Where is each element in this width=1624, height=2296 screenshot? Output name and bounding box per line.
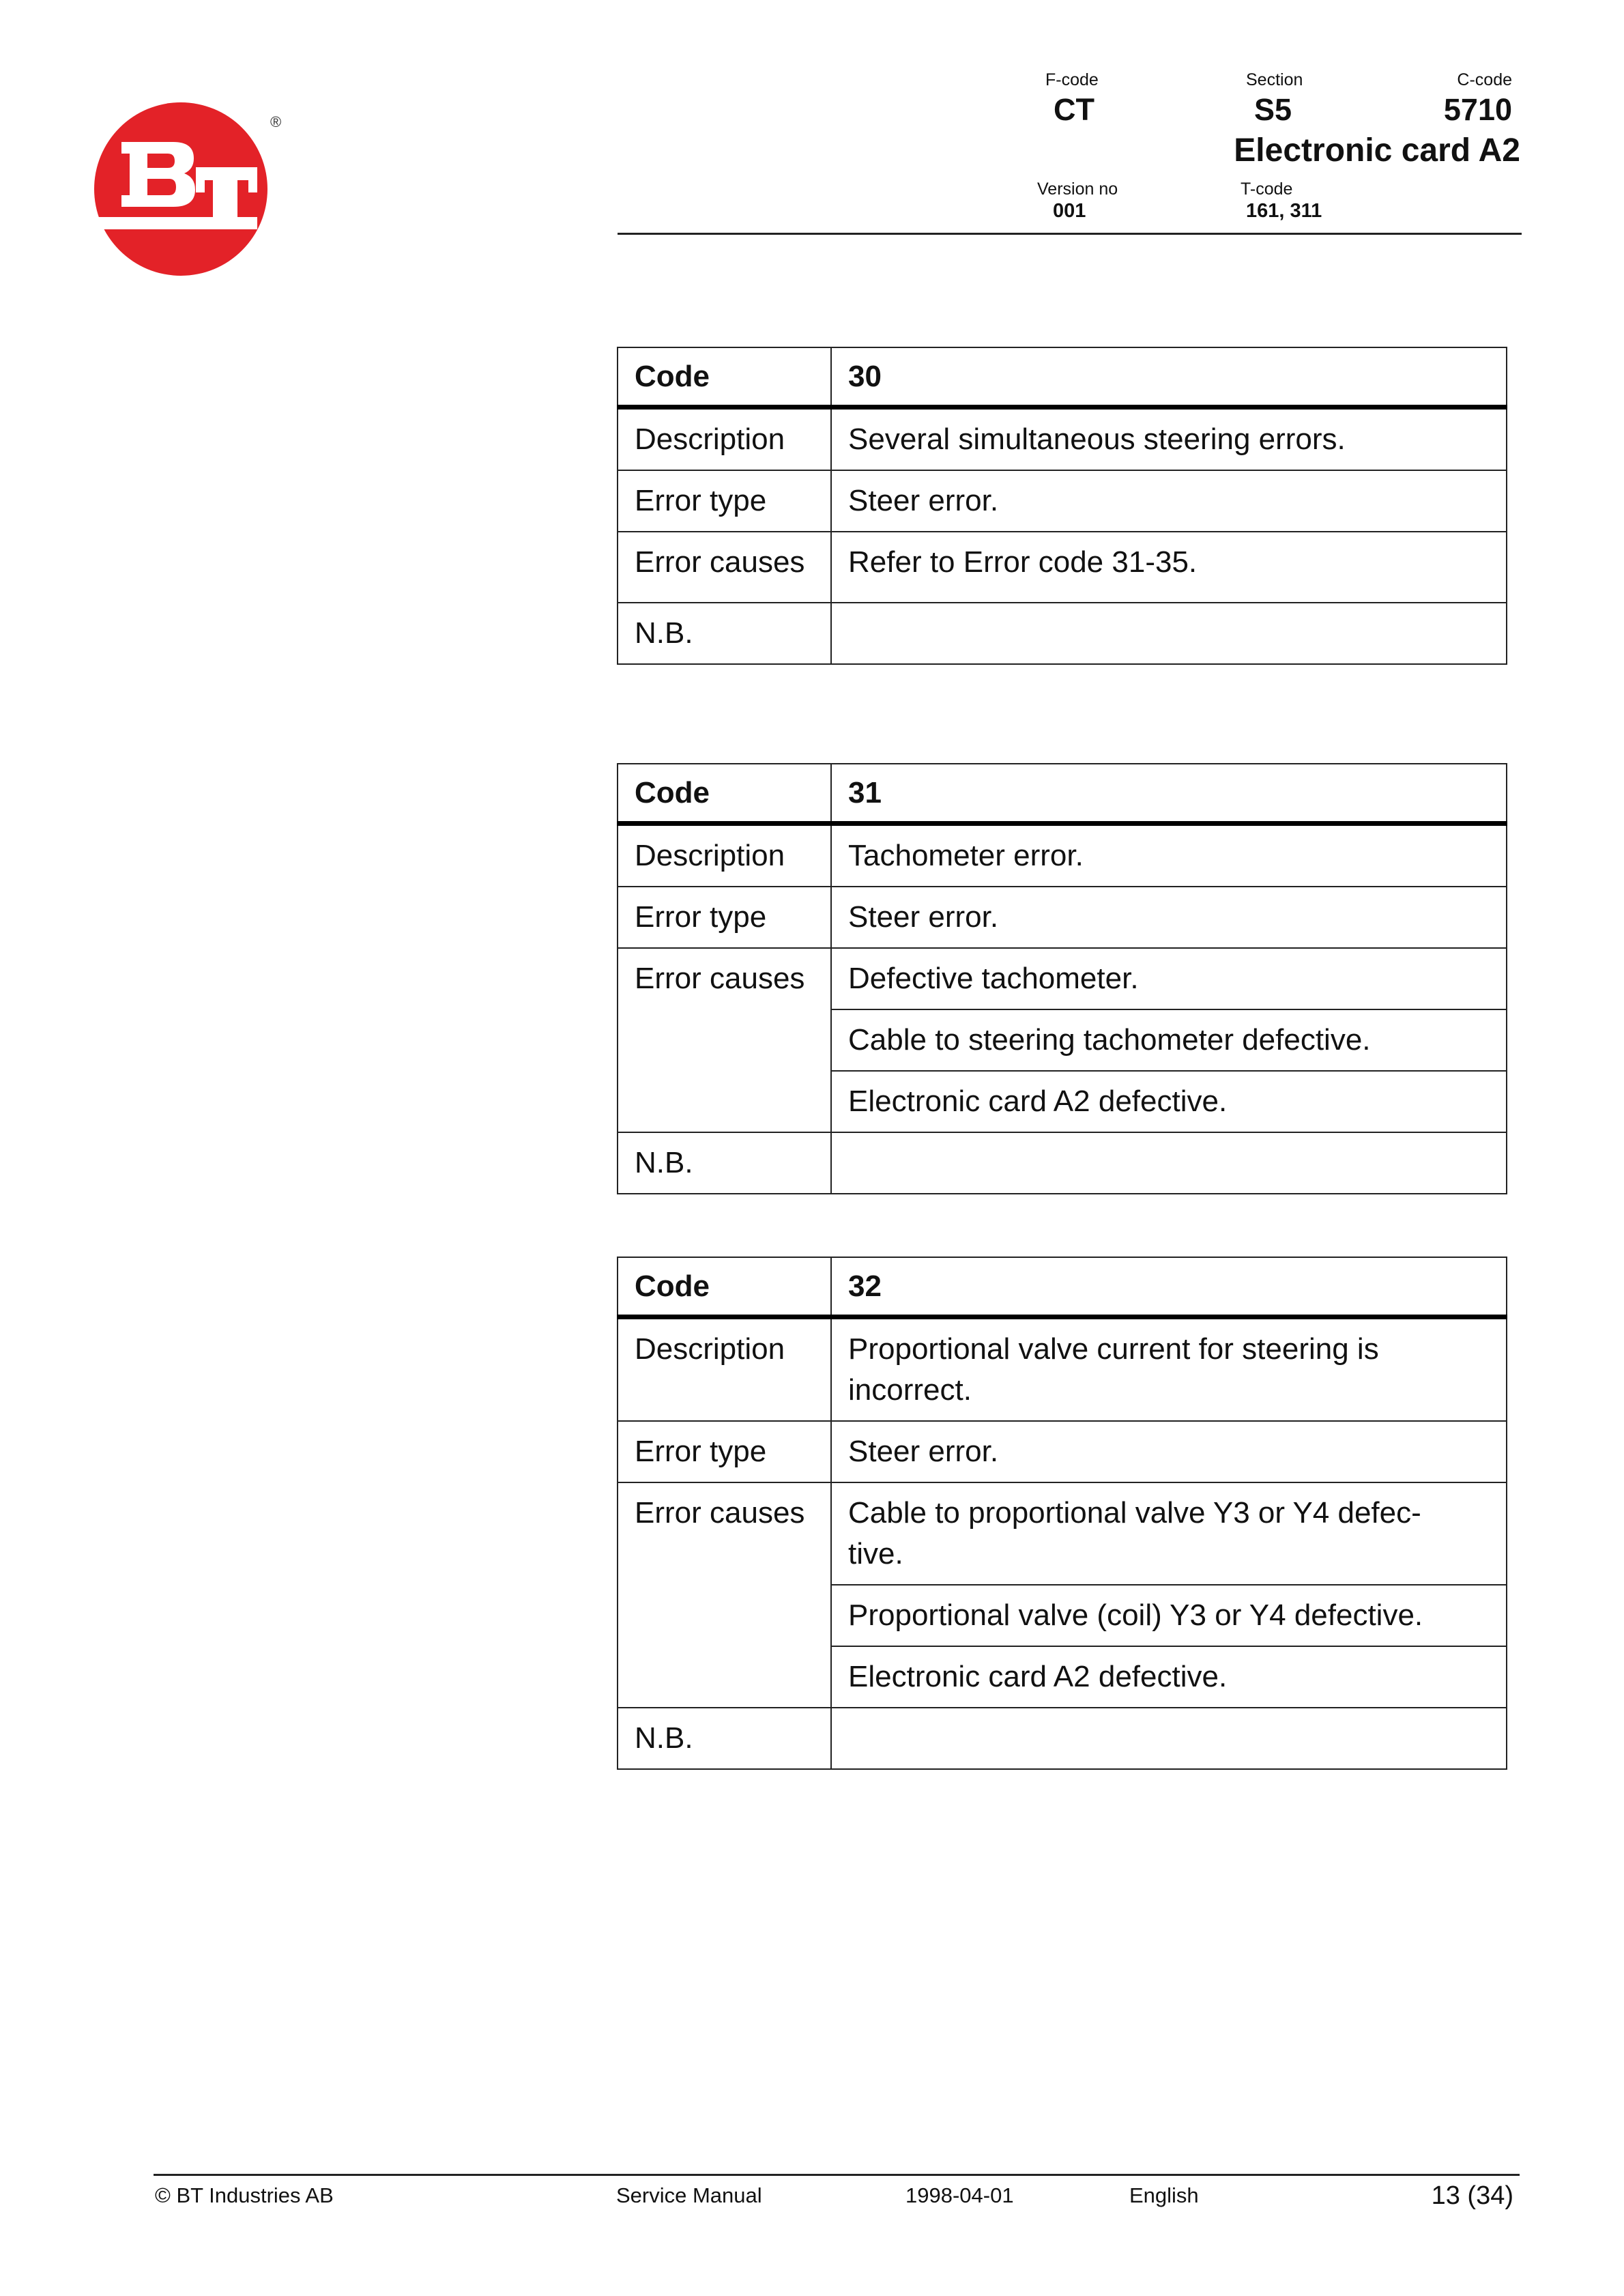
tcode-value: 161, 311 (1246, 200, 1322, 222)
error-code-table (617, 347, 1507, 665)
error-cause-text: Cable to proportional valve Y3 or Y4 defec- tive. (848, 1496, 1421, 1570)
error-cause (831, 1482, 1507, 1585)
footer-language: English (1129, 2183, 1199, 2207)
nb-value (831, 1132, 1507, 1194)
error-cause: Cable to steering tachometer defective. (831, 1009, 1507, 1071)
table-row-nb (618, 1132, 1507, 1194)
tcode-label: T-code (1241, 180, 1293, 199)
footer-page-number: 13 (34) (1431, 2181, 1513, 2210)
error-type-label: Error type (618, 470, 831, 532)
error-cause: Refer to Error code 31-35. (831, 532, 1507, 603)
table-row-code (618, 1257, 1507, 1317)
error-causes-label: Error causes (618, 532, 831, 603)
error-code-table (617, 1257, 1507, 1770)
code-value: 30 (831, 347, 1507, 407)
footer-date: 1998-04-01 (905, 2183, 1014, 2207)
code-value: 31 (831, 764, 1507, 824)
footer-document-type: Service Manual (616, 2183, 762, 2207)
description-value: Tachometer error. (831, 824, 1507, 887)
error-type-value: Steer error. (831, 1421, 1507, 1482)
section-value: S5 (1254, 92, 1292, 127)
code-label: Code (618, 1257, 831, 1317)
bt-logo (93, 101, 270, 277)
table-row-nb (618, 603, 1507, 664)
error-code-table (617, 763, 1507, 1194)
registered-mark: ® (270, 113, 282, 130)
error-cause: Electronic card A2 defective. (831, 1071, 1507, 1132)
table-row-code (618, 764, 1507, 824)
table-row-error-causes (618, 1482, 1507, 1585)
nb-value (831, 603, 1507, 664)
description-label: Description (618, 824, 831, 887)
table-row-error-type (618, 1421, 1507, 1482)
code-label: Code (618, 347, 831, 407)
error-causes-label: Error causes (618, 1482, 831, 1708)
error-cause: Defective tachometer. (831, 948, 1507, 1009)
nb-label: N.B. (618, 1132, 831, 1194)
footer-copyright: © BT Industries AB (155, 2183, 334, 2207)
table-row-error-type (618, 887, 1507, 948)
table-row-nb (618, 1708, 1507, 1769)
section-label: Section (1246, 70, 1303, 89)
table-row-error-causes (618, 532, 1507, 603)
description-value: Several simultaneous steering errors. (831, 407, 1507, 471)
version-value: 001 (1053, 200, 1086, 222)
code-label: Code (618, 764, 831, 824)
table-row-description (618, 824, 1507, 887)
error-type-value: Steer error. (831, 470, 1507, 532)
description-label: Description (618, 1317, 831, 1422)
nb-label: N.B. (618, 603, 831, 664)
code-value: 32 (831, 1257, 1507, 1317)
table-row-code (618, 347, 1507, 407)
document-title: Electronic card A2 (1234, 132, 1520, 169)
header-divider (618, 233, 1522, 235)
table-row-error-causes (618, 948, 1507, 1009)
description-label: Description (618, 407, 831, 471)
error-causes-label: Error causes (618, 948, 831, 1132)
ccode-value: 5710 (1443, 92, 1512, 127)
fcode-value: CT (1054, 92, 1094, 127)
error-cause: Electronic card A2 defective. (831, 1646, 1507, 1708)
table-row-error-type (618, 470, 1507, 532)
footer-divider (154, 2174, 1520, 2176)
fcode-label: F-code (1045, 70, 1099, 89)
ccode-label: C-code (1457, 70, 1512, 89)
description-value: Proportional valve current for steering is incorrect. (831, 1317, 1507, 1422)
logo-letter-b (121, 142, 195, 207)
error-type-label: Error type (618, 887, 831, 948)
nb-value (831, 1708, 1507, 1769)
error-type-label: Error type (618, 1421, 831, 1482)
nb-label: N.B. (618, 1708, 831, 1769)
table-row-description (618, 407, 1507, 471)
error-cause: Proportional valve (coil) Y3 or Y4 defective. (831, 1585, 1507, 1646)
error-type-value: Steer error. (831, 887, 1507, 948)
table-row-description (618, 1317, 1507, 1422)
version-label: Version no (1037, 180, 1118, 199)
